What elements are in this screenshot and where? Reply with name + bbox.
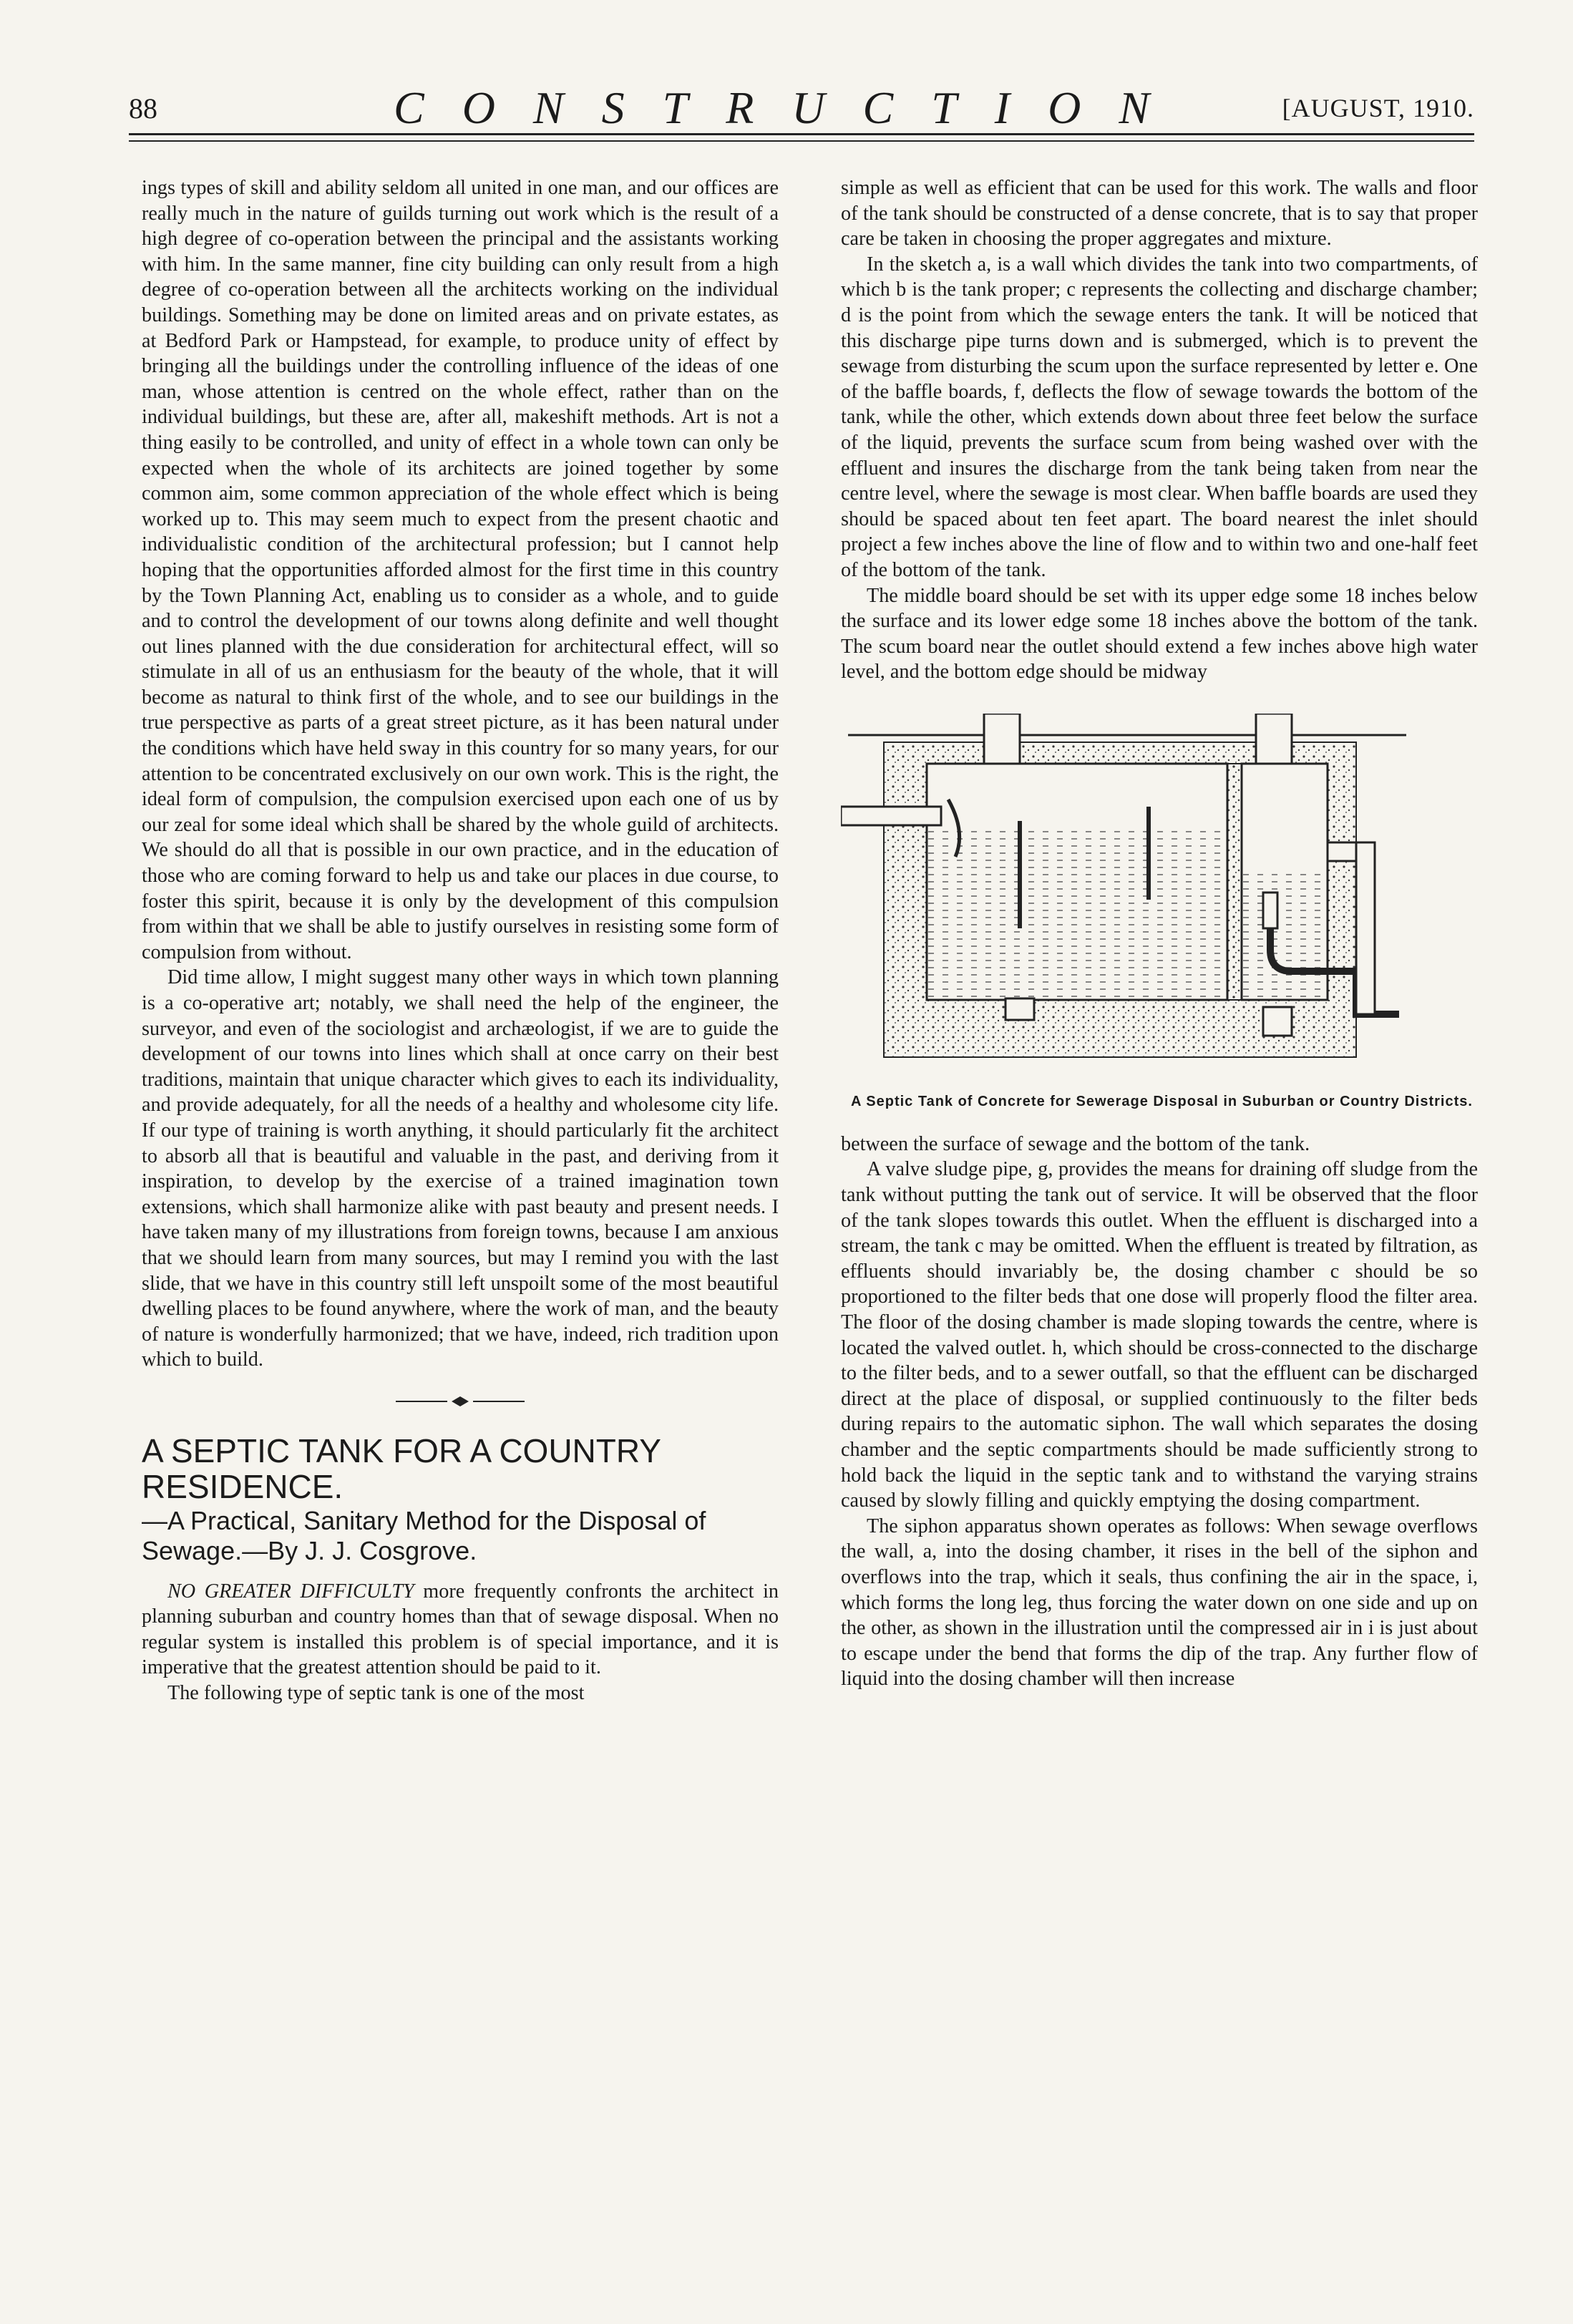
intro-rest: more frequently confronts the architect in planning suburban and country homes than that of sewage disposal. When no regular system is installed this problem is of special importance, and it is imperative that the greatest attention should be paid to it. bbox=[142, 1580, 779, 1679]
left-paragraph-1: ings types of skill and ability seldom all united in one man, and our offices are really much in the nature of guilds turning out work which is the result of a high degree of co-operation between the principal and the assistants working with him. In the same manner, fine city building can only result from a high degree of co-operation between all the architects working on the individual buildings. Something may be done on limited areas and on private estates, as at Bedford Park or Hampstead, for example, to produce unity of effect by bringing all the buildings under the controlling influence of the ideas of one man, whose attention is centred on the whole effect, rather than on the individual buildings, but these are, after all, makeshift methods. Art is not a thing easily to be controlled, and unity of effect in a whole town can only be expected when the whole of its architects are joined together by some common aim, some common appreciation of the whole effect which is being worked up to. This may seem much to expect from the present chaotic and individualistic condition of the architectural profession; but I cannot help hoping that the opportunities afforded almost for the first time in this country by the Town Planning Act, enabling us to consider as a whole, and to guide and to control the development of our towns along definite and well thought out lines planned with the due consideration for architectural effect, will so stimulate in all of us an enthusiasm for the beauty of the whole, that it will become as natural to think first of the whole, and to see our buildings in the true perspective as parts of a great street picture, as it has been natural under the conditions which have held sway in this country for so many years, for our attention to be concentrated exclusively on our own work. This is the right, the ideal form of compulsion, the compulsion exercised upon each one of us by our zeal for some ideal which shall be shared by the whole guild of architects. We should do all that is possible in our own practice, and in the education of those who are coming forward to help us and take our places in due course, to foster this spirit, because it is only by the development of this compulsion from within that we shall be able to justify ourselves in resisting some form of compulsion from without. bbox=[142, 177, 779, 963]
left-paragraph-2: Did time allow, I might suggest many other ways in which town planning is a co-operative art; notably, we shall need the help of the engineer, the surveyor, and even of the sociologist and archæologist, if we are to guide the development of our towns into lines which shall at once carry on their best traditions, maintain that unique character which gives to each its individuality, and provide adequately, for all the needs of a healthy and wholesome city life. If our type of training is worth anything, it should particularly fit the architect to absorb all that is beautiful and valuable in the past, and deriving from it inspiration, to develop by the exercise of a trained imagination town extensions, which shall harmonize alike with past beauty and present needs. I have taken many of my illustrations from foreign towns, because I am anxious that we should learn from many sources, but may I remind you with the last slide, that we have in this country still left unspoilt some of the most beautiful dwelling places to be found anywhere, where the work of man, and the beauty of nature is wonderfully harmonized; that we have, indeed, rich tradition upon which to build. bbox=[142, 966, 779, 1371]
header-rule-top bbox=[129, 133, 1474, 135]
figure-caption: A Septic Tank of Concrete for Sewerage Disposal in Suburban or Country Districts. bbox=[851, 1093, 1473, 1109]
septic-tank-figure bbox=[841, 714, 1478, 1086]
septic-tank-illustration bbox=[841, 714, 1413, 1086]
masthead: CONSTRUCTION bbox=[394, 82, 1187, 133]
article-subtitle: —A Practical, Sanitary Method for the Disposal of Sewage.—By J. J. Cosgrove. bbox=[142, 1505, 706, 1565]
page-number: 88 bbox=[129, 92, 157, 125]
right-column bbox=[841, 175, 1478, 1692]
section-ornament bbox=[142, 1389, 779, 1414]
issue-date: [AUGUST, 1910. bbox=[1282, 94, 1474, 122]
article-title: A SEPTIC TANK FOR A COUNTRY RESIDENCE. bbox=[142, 1431, 661, 1505]
header-rule-bottom bbox=[129, 140, 1474, 142]
ornament-divider-icon bbox=[396, 1396, 525, 1407]
right-paragraph-5: A valve sludge pipe, g, provides the means for draining off sludge from the tank without putting the tank out of service. It will be observed that the floor of the tank slopes towards this outlet. When the effluent is discharged into a stream, the tank c may be omitted. When the effluent is treated by filtration, as effluents should invariably be, the dosing chamber c should be so proportioned to the filter beds that one dose will properly flood the filter area. The floor of the dosing chamber is made sloping towards the centre, where is located the valved outlet. h, which should be cross-connected to the discharge to the filter beds, and to a sewer outfall, so that the effluent can be discharged direct at the place of disposal, or supplied continuously to the filter beds during repairs to the automatic siphon. The wall which separates the dosing chamber and the septic compartments should be made sufficiently strong to hold back the liquid in the septic tank and to withstand the varying strains caused by slowly filling and quickly emptying the dosing compartment. bbox=[841, 1158, 1478, 1512]
right-paragraph-3: The middle board should be set with its upper edge some 18 inches below the surface and its lower edge some 18 inches above the bottom of the tank. The scum board near the outlet should extend a few inches above high water level, and the bottom edge should be midway bbox=[841, 584, 1478, 684]
right-paragraph-4: between the surface of sewage and the bottom of the tank. bbox=[841, 1132, 1310, 1155]
left-column bbox=[142, 175, 779, 1706]
right-paragraph-1: simple as well as efficient that can be used for this work. The walls and floor of the tank should be constructed of a dense concrete, that is to say that proper care be taken in choosing the proper aggregates and mixture. bbox=[841, 177, 1478, 251]
right-paragraph-6: The siphon apparatus shown operates as follows: When sewage overflows the wall, a, into the dosing chamber, it rises in the bell of the siphon and overflows into the trap, which it seals, thus confining the air in the space, i, which forms the long leg, thus forcing the water down on one side and up on the other, as shown in the illustration until the compressed air in i is just about to escape under the bend that forms the dip of the trap. Any further flow of liquid into the dosing chamber will then increase bbox=[841, 1515, 1478, 1691]
right-paragraph-2: In the sketch a, is a wall which divides the tank into two compartments, of which b is the tank proper; c represents the collecting and discharge chamber; d is the point from which the sewage enters the tank. It will be noticed that this discharge pipe turns down and is submerged, which is to prevent the sewage from disturbing the scum upon the surface represented by letter e. One of the baffle boards, f, deflects the flow of sewage towards the bottom of the tank, while the other, which extends down about three feet below the surface of the liquid, prevents the surface scum from being washed over with the effluent and insures the discharge from the tank being taken from near the centre level, where the sewage is most clear. When baffle boards are used they should be spaced about ten feet apart. The board nearest the inlet should project a few inches above the line of flow and to within two and one-half feet of the bottom of the tank. bbox=[841, 253, 1478, 581]
article-intro bbox=[142, 1579, 779, 1681]
left-paragraph-3: The following type of septic tank is one of the most bbox=[167, 1681, 585, 1704]
intro-lead-words: NO GREATER DIFFICULTY bbox=[167, 1580, 414, 1603]
